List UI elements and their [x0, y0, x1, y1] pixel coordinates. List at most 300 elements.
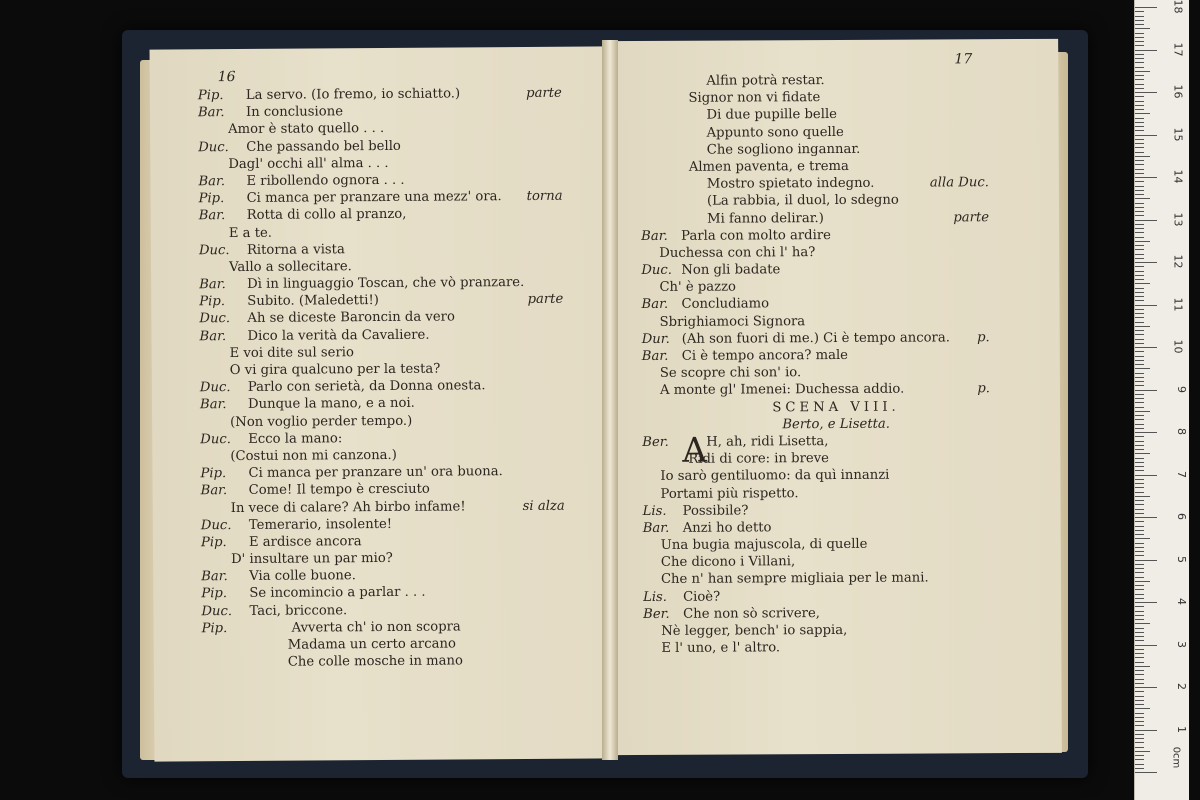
- line-text: Dunque la mano, e a noi.: [247, 396, 415, 413]
- line-text: Concludiamo: [681, 296, 770, 313]
- line-text: Signor non vi fidate: [688, 90, 821, 106]
- speaker-label: Lis.: [642, 503, 667, 519]
- ruler-number: 13: [1171, 212, 1185, 226]
- ruler-tick: [1135, 398, 1144, 399]
- ruler-tick: [1135, 71, 1150, 72]
- speaker-label: Duc.: [199, 380, 231, 396]
- line-text: Che passando bel bello: [246, 138, 401, 155]
- ruler-number: 12: [1171, 254, 1185, 269]
- line-text: Anzi ho detto: [682, 520, 772, 536]
- line-text: E l' uno, e l' altro.: [661, 640, 781, 657]
- speaker-label: Bar.: [641, 348, 669, 365]
- ruler-tick: [1135, 475, 1157, 476]
- ruler-number: 10: [1171, 339, 1185, 354]
- line-text: La servo. (Io fremo, io schiatto.): [245, 86, 461, 103]
- ruler-tick: [1135, 271, 1144, 272]
- line-text: Mostro spietato indegno.: [706, 175, 875, 192]
- line-text: Se scopre chi son' io.: [659, 365, 802, 382]
- ruler-tick: [1135, 198, 1150, 199]
- speaker-label: Pip.: [199, 294, 226, 310]
- ruler-tick: [1135, 432, 1157, 433]
- speaker-label: Bar.: [198, 174, 226, 190]
- ruler-tick: [1135, 696, 1144, 697]
- line-text: Sbrighiamoci Signora: [659, 313, 806, 330]
- ruler-tick: [1135, 449, 1144, 450]
- ruler-tick: [1135, 347, 1157, 348]
- line-text: Appunto sono quelle: [706, 124, 844, 141]
- stage-direction: si alza: [522, 498, 565, 514]
- ruler-tick: [1135, 322, 1144, 323]
- ruler-number: 9: [1175, 385, 1188, 393]
- ruler-tick: [1135, 109, 1144, 110]
- ruler-tick: [1135, 28, 1150, 29]
- ruler-tick: [1135, 521, 1144, 522]
- ruler-tick: [1135, 759, 1144, 760]
- line-text: Ci manca per pranzare un' ora buona.: [248, 464, 503, 482]
- ruler-tick: [1135, 725, 1144, 726]
- ruler-tick: [1135, 713, 1144, 714]
- line-text: Via colle buone.: [249, 568, 356, 585]
- ruler-tick: [1135, 657, 1144, 658]
- stage-direction: alla Duc.: [929, 175, 989, 191]
- page-number: 16: [217, 69, 236, 86]
- ruler-tick: [1135, 20, 1144, 21]
- ruler-tick: [1135, 160, 1144, 161]
- ruler-tick: [1135, 683, 1144, 684]
- ruler-tick: [1135, 538, 1150, 539]
- line-text: Che non sò scrivere,: [683, 605, 821, 622]
- speaker-label: Pip.: [200, 534, 227, 551]
- ruler-tick: [1135, 679, 1144, 680]
- ruler-tick: [1135, 292, 1144, 293]
- ruler-tick: [1135, 619, 1144, 620]
- ruler-tick: [1135, 381, 1144, 382]
- line-text: (La rabbia, il duol, lo sdegno: [706, 192, 899, 209]
- ruler-tick: [1135, 700, 1144, 701]
- ruler-number: 18: [1171, 0, 1185, 14]
- line-text: Madama un certo arcano: [287, 636, 456, 653]
- ruler-tick: [1135, 326, 1150, 327]
- ruler-tick: [1135, 343, 1144, 344]
- line-text: E voi dite sul serio: [229, 345, 354, 361]
- ruler-number: 6: [1175, 513, 1188, 520]
- ruler-tick: [1135, 368, 1150, 369]
- ruler-number: 5: [1175, 555, 1188, 563]
- ruler-tick: [1135, 305, 1157, 306]
- ruler-tick: [1135, 462, 1144, 463]
- ruler-tick: [1135, 67, 1144, 68]
- ruler-tick: [1135, 628, 1144, 629]
- ruler-tick: [1135, 568, 1144, 569]
- ruler-tick: [1135, 632, 1144, 633]
- ruler-tick: [1135, 606, 1144, 607]
- ruler-tick: [1135, 581, 1150, 582]
- speaker-label: Bar.: [199, 328, 227, 344]
- ruler-tick: [1135, 483, 1144, 484]
- ruler-tick: [1135, 453, 1150, 454]
- line-text: Io sarò gentiluomo: da quì innanzi: [660, 468, 890, 485]
- ruler-tick: [1135, 215, 1144, 216]
- ruler-tick: [1135, 526, 1144, 527]
- speaker-label: Pip.: [198, 191, 225, 207]
- ruler-tick: [1135, 313, 1144, 314]
- ruler-tick: [1135, 390, 1157, 391]
- ruler-tick: [1135, 764, 1144, 765]
- speaker-label: Bar.: [200, 483, 228, 499]
- ruler-tick: [1135, 377, 1144, 378]
- ruler-tick: [1135, 122, 1144, 123]
- ruler-tick: [1135, 288, 1144, 289]
- ruler-tick: [1135, 738, 1144, 739]
- ruler-tick: [1135, 721, 1144, 722]
- ruler-tick: [1135, 207, 1144, 208]
- ruler-tick: [1135, 126, 1144, 127]
- speaker-label: Pip.: [201, 586, 228, 602]
- line-text: Duchessa con chi l' ha?: [659, 244, 816, 261]
- line-text: E ribollendo ognora . . .: [246, 172, 405, 189]
- line-text: Avverta ch' io non scopra: [291, 619, 461, 636]
- ruler-number: 2: [1175, 683, 1188, 690]
- ruler-tick: [1135, 768, 1144, 769]
- ruler-tick: [1135, 402, 1144, 403]
- drop-cap: A: [682, 430, 707, 471]
- left-page-text: [150, 84, 612, 672]
- line-text: In conclusione: [245, 104, 344, 121]
- ruler-tick: [1135, 645, 1157, 646]
- ruler-tick: [1135, 585, 1144, 586]
- line-text: Alfin potrà restar.: [706, 73, 825, 89]
- line-text: Vallo a sollecitare.: [228, 259, 352, 275]
- ruler-tick: [1135, 334, 1144, 335]
- ruler-tick: [1135, 436, 1144, 437]
- stage-direction: p.: [977, 381, 990, 397]
- ruler-tick: [1135, 283, 1150, 284]
- line-text: SCENA VIII.: [772, 399, 900, 415]
- ruler-tick: [1135, 428, 1144, 429]
- ruler-tick: [1135, 598, 1144, 599]
- line-text: Almen paventa, e trema: [688, 158, 849, 175]
- ruler-tick: [1135, 662, 1144, 663]
- line-text: Ecco la mano:: [248, 431, 343, 447]
- ruler-tick: [1135, 339, 1144, 340]
- line-text: Una bugia majuscola, di quelle: [660, 536, 868, 553]
- ruler-tick: [1135, 118, 1144, 119]
- ruler-tick: [1135, 517, 1157, 518]
- speaker-label: Bar.: [199, 397, 227, 413]
- ruler-tick: [1135, 143, 1144, 144]
- ruler-tick: [1135, 75, 1144, 76]
- ruler-tick: [1135, 279, 1144, 280]
- measurement-ruler: [1134, 0, 1189, 800]
- line-text: Ci manca per pranzare una mezz' ora.: [246, 189, 502, 207]
- ruler-tick: [1135, 7, 1157, 8]
- ruler-number: 8: [1175, 428, 1188, 435]
- ruler-tick: [1135, 640, 1144, 641]
- line-text: Che colle mosche in mano: [287, 653, 463, 670]
- ruler-tick: [1135, 479, 1144, 480]
- right-page-text: [610, 71, 1061, 658]
- line-text: Possibile?: [682, 503, 749, 519]
- line-text: Cioè?: [683, 589, 721, 605]
- line-text: E a te.: [228, 225, 273, 241]
- ruler-tick: [1135, 164, 1144, 165]
- line-text: Subito. (Maledetti!): [247, 293, 379, 310]
- ruler-tick: [1135, 411, 1150, 412]
- ruler-tick: [1135, 11, 1144, 12]
- ruler-tick: [1135, 194, 1144, 195]
- ruler-tick: [1135, 487, 1144, 488]
- speaker-label: Bar.: [642, 520, 670, 536]
- ruler-tick: [1135, 373, 1144, 374]
- line-text: Di due pupille belle: [706, 107, 837, 124]
- line-text: Berto, e Lisetta.: [782, 416, 890, 433]
- speaker-label: Pip.: [197, 88, 224, 104]
- ruler-tick: [1135, 623, 1150, 624]
- ruler-tick: [1135, 551, 1144, 552]
- ruler-tick: [1135, 173, 1144, 174]
- ruler-number: 17: [1171, 42, 1185, 56]
- line-text: Se incomincio a parlar . . .: [249, 585, 426, 602]
- line-text: Dico la verità da Cavaliere.: [247, 327, 430, 344]
- line-text: E ardisce ancora: [248, 534, 362, 550]
- ruler-tick: [1135, 717, 1144, 718]
- speaker-label: Duc.: [200, 517, 232, 533]
- ruler-tick: [1135, 296, 1144, 297]
- ruler-tick: [1135, 458, 1144, 459]
- ruler-tick: [1135, 228, 1144, 229]
- ruler-tick: [1135, 441, 1144, 442]
- ruler-tick: [1135, 560, 1157, 561]
- ruler-tick: [1135, 241, 1150, 242]
- ruler-tick: [1135, 504, 1144, 505]
- line-text: Come! Il tempo è cresciuto: [248, 481, 430, 499]
- ruler-tick: [1135, 262, 1157, 263]
- ruler-tick: [1135, 496, 1150, 497]
- line-text: (Costui non mi canzona.): [230, 447, 397, 464]
- ruler-tick: [1135, 500, 1144, 501]
- ruler-number: 4: [1175, 598, 1188, 605]
- speaker-label: Bar.: [641, 297, 669, 313]
- stage-direction: torna: [526, 188, 563, 205]
- ruler-tick: [1135, 419, 1144, 420]
- ruler-tick: [1135, 169, 1144, 170]
- ruler-tick: [1135, 211, 1144, 212]
- ruler-tick: [1135, 135, 1157, 136]
- speaker-label: Duc.: [641, 262, 673, 279]
- ruler-tick: [1135, 258, 1144, 259]
- ruler-tick: [1135, 317, 1144, 318]
- ruler-tick: [1135, 139, 1144, 140]
- ruler-tick: [1135, 92, 1157, 93]
- speaker-label: Duc.: [199, 311, 231, 327]
- ruler-tick: [1135, 415, 1144, 416]
- line-text: O vi gira qualcuno per la testa?: [229, 361, 441, 379]
- stage-direction: parte: [527, 291, 564, 308]
- text-line: [613, 638, 1061, 658]
- ruler-tick: [1135, 360, 1144, 361]
- speaker-label: Pip.: [201, 620, 228, 637]
- ruler-tick: [1135, 62, 1144, 63]
- ruler-tick: [1135, 220, 1157, 221]
- ruler-number: 11: [1171, 297, 1185, 311]
- ruler-tick: [1135, 237, 1144, 238]
- line-text: Non gli badate: [681, 262, 781, 278]
- ruler-tick: [1135, 152, 1144, 153]
- ruler-tick: [1135, 79, 1144, 80]
- speaker-label: Duc.: [198, 242, 230, 258]
- ruler-tick: [1135, 266, 1144, 267]
- line-text: Che n' han sempre migliaia per le mani.: [660, 570, 929, 588]
- ruler-tick: [1135, 708, 1150, 709]
- line-text: Che dicono i Villani,: [660, 554, 796, 571]
- ruler-tick: [1135, 33, 1144, 34]
- line-text: A monte gl' Imenei: Duchessa addio.: [659, 382, 905, 399]
- ruler-number: 3: [1175, 640, 1188, 648]
- speaker-label: Ber.: [643, 606, 670, 622]
- ruler-tick: [1135, 470, 1144, 471]
- speaker-label: Bar.: [199, 277, 226, 293]
- ruler-tick: [1135, 147, 1144, 148]
- ruler-tick: [1135, 203, 1144, 204]
- line-text: H, ah, ridi Lisetta,: [706, 433, 829, 450]
- ruler-tick: [1135, 181, 1144, 182]
- line-text: Ci è tempo ancora? male: [681, 347, 849, 364]
- line-text: (Ah son fuori di me.) Ci è tempo ancora.: [681, 330, 950, 347]
- speaker-label: Ber.: [642, 434, 669, 450]
- ruler-tick: [1135, 105, 1144, 106]
- speaker-label: Pip.: [200, 466, 227, 482]
- ruler-number: 15: [1171, 127, 1185, 141]
- ruler-tick: [1135, 254, 1144, 255]
- ruler-tick: [1135, 41, 1144, 42]
- line-text: Taci, briccone.: [249, 602, 348, 619]
- line-text: Nè legger, bench' io sappia,: [661, 622, 848, 639]
- ruler-tick: [1135, 730, 1157, 731]
- book-gutter: [602, 40, 618, 760]
- ruler-tick: [1135, 513, 1144, 514]
- ruler-tick: [1135, 594, 1144, 595]
- speaker-label: Duc.: [200, 431, 231, 448]
- ruler-tick: [1135, 407, 1144, 408]
- ruler-tick: [1135, 101, 1144, 102]
- ruler-tick: [1135, 755, 1144, 756]
- ruler-tick: [1135, 156, 1150, 157]
- speaker-label: Lis.: [643, 589, 668, 605]
- ruler-tick: [1135, 704, 1144, 705]
- ruler-tick: [1135, 564, 1144, 565]
- speaker-label: Bar.: [198, 208, 226, 224]
- page-number: 17: [954, 51, 973, 68]
- ruler-tick: [1135, 751, 1150, 752]
- ruler-tick: [1135, 424, 1144, 425]
- line-text: Che sogliono ingannar.: [706, 141, 861, 158]
- ruler-tick: [1135, 54, 1144, 55]
- ruler-tick: [1135, 130, 1144, 131]
- ruler-unit-label: 0cm: [1170, 746, 1182, 769]
- line-text: (Non voglio perder tempo.): [230, 413, 413, 430]
- ruler-tick: [1135, 602, 1157, 603]
- ruler-tick: [1135, 186, 1144, 187]
- ruler-tick: [1135, 742, 1144, 743]
- ruler-tick: [1135, 113, 1150, 114]
- ruler-tick: [1135, 615, 1144, 616]
- line-text: Amor è stato quello . . .: [228, 121, 385, 138]
- line-text: Dagl' occhi all' alma . . .: [228, 155, 389, 172]
- ruler-tick: [1135, 24, 1144, 25]
- ruler-tick: [1135, 772, 1157, 773]
- ruler-tick: [1135, 330, 1144, 331]
- ruler-tick: [1135, 88, 1144, 89]
- ruler-tick: [1135, 224, 1144, 225]
- ruler-number: 7: [1175, 470, 1188, 478]
- line-text: D' insultare un par mio?: [231, 550, 393, 568]
- ruler-tick: [1135, 534, 1144, 535]
- ruler-tick: [1135, 530, 1144, 531]
- line-text: Parlo con serietà, da Donna onesta.: [247, 378, 486, 396]
- ruler-tick: [1135, 589, 1144, 590]
- text-line: [154, 652, 612, 672]
- ruler-tick: [1135, 670, 1144, 671]
- ruler-tick: [1135, 653, 1144, 654]
- line-text: In vece di calare? Ah birbo infame!: [230, 498, 466, 516]
- ruler-tick: [1135, 96, 1144, 97]
- speaker-label: Duc.: [201, 603, 233, 619]
- ruler-tick: [1135, 351, 1144, 352]
- ruler-tick: [1135, 691, 1144, 692]
- line-text: Parla con molto ardire: [681, 227, 831, 244]
- ruler-tick: [1135, 636, 1144, 637]
- ruler-tick: [1135, 50, 1157, 51]
- speaker-label: Duc.: [198, 139, 229, 155]
- line-text: Dì in linguaggio Toscan, che vò pranzare.: [247, 275, 525, 292]
- line-text: Ridi di core: in breve: [688, 451, 830, 467]
- right-page: [610, 39, 1062, 755]
- speaker-label: Dur.: [641, 331, 670, 347]
- ruler-tick: [1135, 747, 1144, 748]
- line-text: Ch' è pazzo: [659, 279, 737, 296]
- stage-direction: p.: [977, 330, 990, 346]
- line-text: Ritorna a vista: [246, 241, 345, 258]
- ruler-number: 16: [1171, 84, 1185, 99]
- line-text: Mi fanno delirar.): [707, 210, 824, 227]
- ruler-tick: [1135, 245, 1144, 246]
- speaker-label: Bar.: [641, 228, 668, 244]
- ruler-tick: [1135, 445, 1144, 446]
- ruler-tick: [1135, 300, 1144, 301]
- stage-direction: parte: [953, 209, 990, 225]
- ruler-tick: [1135, 58, 1144, 59]
- ruler-number: 1: [1175, 725, 1188, 733]
- ruler-tick: [1135, 275, 1144, 276]
- ruler-tick: [1135, 492, 1144, 493]
- ruler-tick: [1135, 84, 1144, 85]
- ruler-tick: [1135, 364, 1144, 365]
- speaker-label: Bar.: [197, 105, 225, 121]
- ruler-tick: [1135, 555, 1144, 556]
- ruler-tick: [1135, 666, 1150, 667]
- ruler-tick: [1135, 572, 1144, 573]
- ruler-tick: [1135, 611, 1144, 612]
- ruler-tick: [1135, 674, 1144, 675]
- ruler-tick: [1135, 649, 1144, 650]
- ruler-tick: [1135, 190, 1144, 191]
- ruler-tick: [1135, 394, 1144, 395]
- ruler-tick: [1135, 734, 1144, 735]
- ruler-tick: [1135, 249, 1144, 250]
- ruler-tick: [1135, 509, 1144, 510]
- ruler-tick: [1135, 543, 1144, 544]
- line-text: Rotta di collo al pranzo,: [246, 207, 407, 224]
